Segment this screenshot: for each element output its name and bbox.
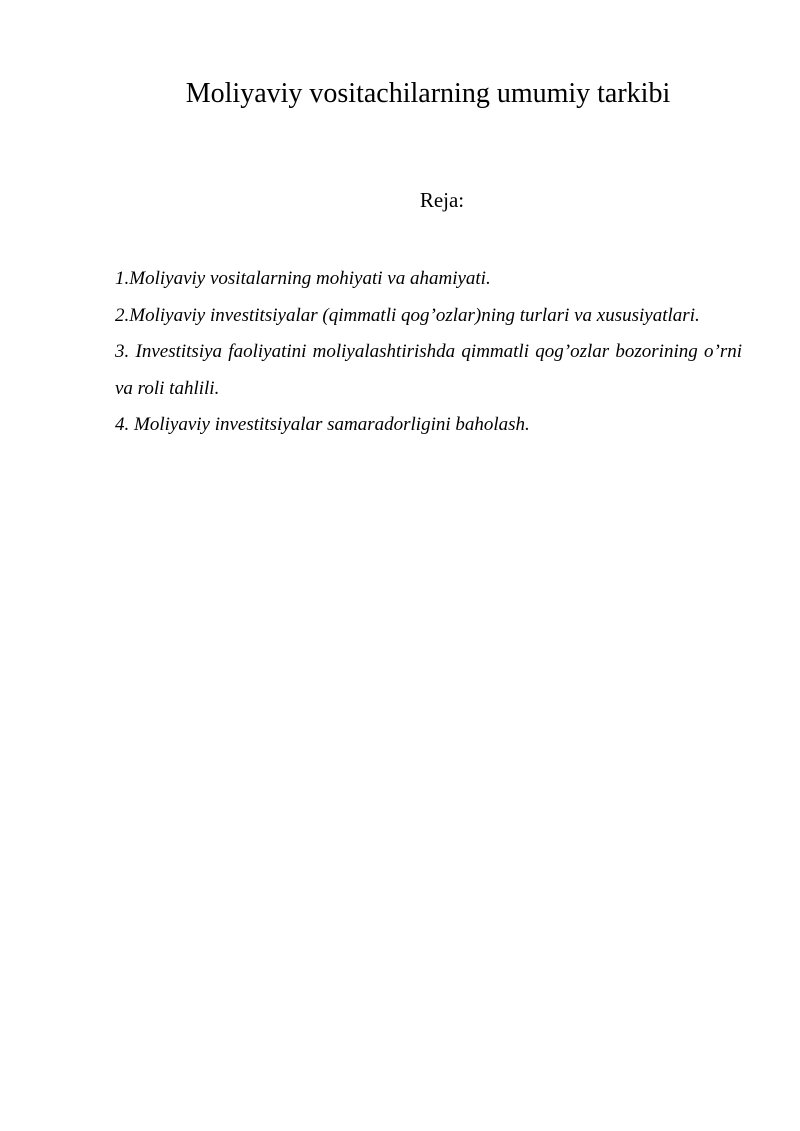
plan-item-2: 2.Moliyaviy investitsiyalar (qimmatli qog’ozlar)ning turlari va xususiyatlari. [115,304,700,326]
plan-item-1: 1.Moliyaviy vositalarning mohiyati va ahamiyati. [115,268,491,289]
plan-heading: Reja: [419,188,465,212]
plan-item-4: 4. Moliyaviy investitsiyalar samaradorligini baholash. [115,414,530,435]
plan-item-3: 3. Investitsiya faoliyatini moliyalashtirishda qimmatli qog’ozlar bozorining o’rni va roli tahlili. [115,341,742,399]
document-title: Moliyaviy vositachilarning umumiy tarkibi [185,78,671,109]
plan-list [115,261,742,444]
